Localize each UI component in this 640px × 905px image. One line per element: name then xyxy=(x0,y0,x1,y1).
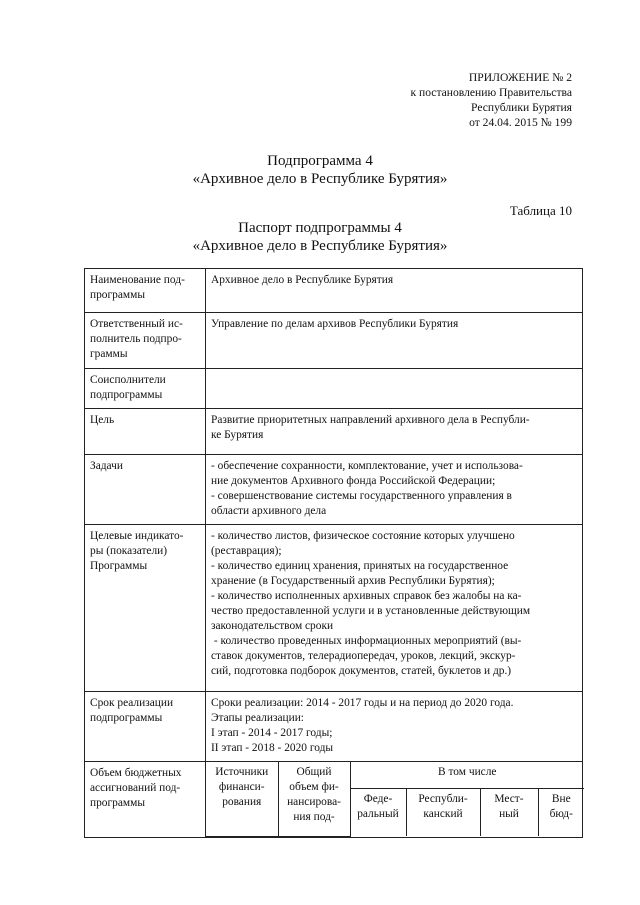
passport-name: «Архивное дело в Республике Бурятия» xyxy=(192,238,448,254)
row-value-indicators: - количество листов, физическое состояние которых улучшено (реставрация); - количество единиц хранения, принятых на государственное хранение (в Государственный архив Республики Бурятия); - количество исполненных архивных справок без жалобы на ка- чество предоставленной услуги и в установленные действующим законодательством сроки - количество проведенных информационных мероприятий (вы- ставок документов, телерадиопередач, уроков, лекций, экскур- сий, подготовка подборок документов, статей, буклетов и др.) xyxy=(206,525,583,692)
table-row xyxy=(85,692,583,762)
appendix-republic: Республики Бурятия xyxy=(471,101,572,114)
table-number: Таблица 10 xyxy=(509,203,572,218)
table-row xyxy=(85,369,583,409)
appendix-header xyxy=(272,70,572,130)
row-value-tasks: - обеспечение сохранности, комплектование, учет и использова- ние документов Архивного фонда Российской Федерации; - совершенствование системы государственного управления в области архивного дела xyxy=(206,455,583,525)
budget-header-local: Мест- ный xyxy=(480,788,538,836)
subprogram-title xyxy=(0,152,640,188)
row-label-executor: Ответственный ис- полнитель подпро- граммы xyxy=(85,313,206,369)
budget-header-extra: Вне бюд- xyxy=(538,788,584,836)
row-value-name: Архивное дело в Республике Бурятия xyxy=(206,269,583,313)
row-label-budget: Объем бюджетных ассигнований под- программы xyxy=(85,762,206,838)
table-row xyxy=(85,409,583,455)
row-value-coexecutors xyxy=(206,369,583,409)
table-row xyxy=(85,455,583,525)
appendix-resolution: к постановлению Правительства xyxy=(410,86,572,99)
appendix-title: ПРИЛОЖЕНИЕ № 2 xyxy=(468,71,572,84)
row-value-term: Сроки реализации: 2014 - 2017 годы и на период до 2020 года. Этапы реализации: I этап - 2014 - 2017 годы; II этап - 2018 - 2020 годы xyxy=(206,692,583,762)
passport-heading: Паспорт подпрограммы 4 xyxy=(238,220,402,236)
appendix-date: от 24.04. 2015 № 199 xyxy=(469,116,572,129)
budget-subtable xyxy=(206,762,584,837)
budget-header-total: Общий объем фи- нансирова- ния под- xyxy=(278,762,350,836)
row-label-coexecutors: Соисполнители подпрограммы xyxy=(85,369,206,409)
passport-table xyxy=(84,268,583,838)
subprogram-number: Подпрограмма 4 xyxy=(267,153,373,169)
row-label-name: Наименование под- программы xyxy=(85,269,206,313)
budget-subtable-cell xyxy=(206,762,583,838)
table-row xyxy=(85,313,583,369)
table-row xyxy=(85,525,583,692)
table-row xyxy=(85,269,583,313)
row-value-executor: Управление по делам архивов Республики Бурятия xyxy=(206,313,583,369)
passport-title xyxy=(0,219,640,255)
subprogram-name: «Архивное дело в Республике Бурятия» xyxy=(192,171,448,187)
row-label-goal: Цель xyxy=(85,409,206,455)
row-label-indicators: Целевые индикато- ры (показатели) Программы xyxy=(85,525,206,692)
row-label-term: Срок реализации подпрограммы xyxy=(85,692,206,762)
row-value-goal: Развитие приоритетных направлений архивного дела в Республи- ке Бурятия xyxy=(206,409,583,455)
row-label-tasks: Задачи xyxy=(85,455,206,525)
budget-header-republican: Республи- канский xyxy=(406,788,480,836)
table-row xyxy=(85,762,583,838)
budget-header-sources: Источники финанси- рования xyxy=(206,762,278,836)
budget-header-federal: Феде- ральный xyxy=(350,788,406,836)
budget-header-including: В том числе xyxy=(350,762,584,788)
